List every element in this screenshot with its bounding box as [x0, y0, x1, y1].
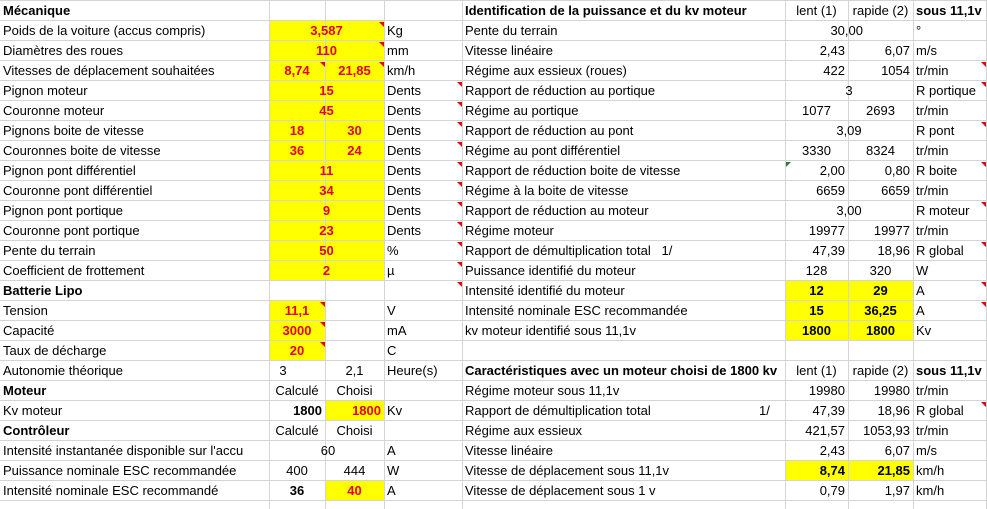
section-title-identification: Identification de la puissance et du kv moteur — [465, 3, 747, 18]
comment-marker-icon[interactable] — [457, 162, 462, 167]
comment-marker-icon[interactable] — [457, 242, 462, 247]
cell-value[interactable]: 50 — [319, 243, 334, 258]
cell-value-fast[interactable]: 21,85 — [338, 63, 371, 78]
cell-value-rapide[interactable]: 21,85 — [877, 463, 910, 478]
cell-label[interactable]: Vitesse linéaire — [465, 443, 553, 458]
cell-value[interactable]: 11,1 — [284, 303, 310, 318]
cell-unit[interactable]: W — [387, 463, 400, 478]
section-title-mecanique: Mécanique — [3, 3, 71, 18]
cell-unit[interactable]: ° — [916, 23, 922, 38]
cell-unit[interactable]: Dents — [387, 143, 421, 158]
cell-value[interactable]: 23 — [319, 223, 334, 238]
cell-label[interactable]: Rapport de réduction au portique — [465, 83, 656, 98]
cell-value-calcule[interactable]: 36 — [289, 483, 305, 498]
cell-unit[interactable]: Kv — [387, 403, 403, 418]
cell-label[interactable]: Vitesse linéaire — [465, 43, 553, 58]
cell-value-lent[interactable]: 0,79 — [819, 483, 845, 498]
cell-label[interactable]: Rapport de réduction boite de vitesse — [465, 163, 681, 178]
cell-unit[interactable]: km/h — [916, 483, 945, 498]
cell-value-slow[interactable]: 36 — [289, 143, 305, 158]
cell-label[interactable]: Pente du terrain — [3, 243, 96, 258]
cell-unit[interactable]: mA — [387, 323, 407, 338]
cell-unit[interactable]: R pont — [916, 123, 955, 138]
cell-label[interactable]: Régime au portique — [465, 103, 579, 118]
cell-unit[interactable]: % — [387, 243, 399, 258]
cell-value[interactable]: 3,00 — [836, 203, 862, 218]
cell-value-lent[interactable]: 1077 — [802, 103, 831, 118]
cell-label[interactable]: Rapport de démultiplication total 1/ — [465, 243, 673, 258]
cell-value[interactable]: 15 — [319, 83, 334, 98]
cell-unit[interactable]: Dents — [387, 163, 421, 178]
cell-label[interactable]: Intensité instantanée disponible sur l'accu — [3, 443, 244, 458]
cell-label[interactable]: Rapport de réduction au moteur — [465, 203, 649, 218]
cell-label[interactable]: kv moteur identifié sous 11,1v — [465, 323, 637, 338]
column-header-sous: sous 11,1v — [916, 3, 982, 18]
cell-label[interactable]: Couronnes boite de vitesse — [3, 143, 161, 158]
section-title-controleur: Contrôleur — [3, 423, 70, 438]
cell-unit[interactable]: tr/min — [916, 103, 949, 118]
comment-marker-icon[interactable] — [457, 102, 462, 107]
column-header-calcule: Calculé — [275, 423, 319, 438]
cell-value-rapide[interactable]: 1054 — [881, 63, 910, 78]
cell-unit[interactable]: C — [387, 343, 397, 358]
cell-value-rapide[interactable]: 2693 — [866, 103, 895, 118]
cell-label[interactable]: Couronne pont différentiel — [3, 183, 153, 198]
cell-label[interactable]: Régime aux essieux (roues) — [465, 63, 627, 78]
cell-unit[interactable]: A — [916, 303, 925, 318]
cell-value[interactable]: 110 — [316, 43, 337, 58]
cell-label[interactable]: Tension — [3, 303, 48, 318]
cell-unit[interactable]: Kv — [916, 323, 932, 338]
cell-value[interactable]: 3 — [845, 83, 853, 98]
cell-unit[interactable]: mm — [387, 43, 409, 58]
comment-marker-icon[interactable] — [981, 82, 986, 87]
cell-value-rapide[interactable]: 1,97 — [884, 483, 910, 498]
cell-value[interactable]: 60 — [320, 443, 336, 458]
cell-divisor[interactable]: 1/ — [759, 403, 770, 418]
cell-label[interactable]: Vitesse de déplacement sous 1 v — [465, 483, 656, 498]
cell-value-lent[interactable]: 1800 — [802, 323, 831, 338]
comment-marker-icon[interactable] — [981, 402, 986, 407]
cell-value-lent[interactable]: 422 — [823, 63, 845, 78]
cell-unit[interactable]: m/s — [916, 43, 937, 58]
cell-unit[interactable]: tr/min — [916, 143, 949, 158]
cell-unit[interactable]: R global — [916, 403, 964, 418]
cell-value-calcule[interactable]: 400 — [286, 463, 308, 478]
cell-label[interactable]: Autonomie théorique — [3, 363, 123, 378]
comment-marker-icon[interactable] — [457, 182, 462, 187]
cell-value[interactable]: 11 — [319, 163, 334, 178]
cell-value-rapide[interactable]: 320 — [869, 263, 892, 278]
section-title-batterie: Batterie Lipo — [3, 283, 83, 298]
cell-unit[interactable]: Dents — [387, 83, 421, 98]
cell-label[interactable]: Pignon pont portique — [3, 203, 123, 218]
cell-value[interactable]: 45 — [319, 103, 334, 118]
cell-value-lent[interactable]: 6659 — [816, 183, 845, 198]
cell-value-slow[interactable]: 18 — [289, 123, 305, 138]
cell-value[interactable]: 3000 — [282, 323, 312, 338]
cell-value[interactable]: 30,00 — [830, 23, 863, 38]
cell-value-rapide[interactable]: 18,96 — [877, 243, 910, 258]
cell-label[interactable]: Coefficient de frottement — [3, 263, 145, 278]
cell-label[interactable]: Rapport de démultiplication total — [465, 403, 651, 418]
cell-value-calcule[interactable]: 1800 — [293, 403, 322, 418]
cell-unit[interactable]: A — [916, 283, 925, 298]
cell-value-lent[interactable]: 8,74 — [819, 463, 845, 478]
cell-value-lent[interactable]: 2,00 — [819, 163, 845, 178]
cell-value-lent[interactable]: 2,43 — [819, 43, 845, 58]
cell-unit[interactable]: R boite — [916, 163, 958, 178]
cell-value-rapide[interactable]: 19980 — [873, 383, 910, 398]
cell-unit[interactable]: µ — [387, 263, 395, 278]
comment-marker-icon[interactable] — [320, 302, 325, 307]
cell-unit[interactable]: A — [387, 483, 396, 498]
comment-marker-icon[interactable] — [457, 202, 462, 207]
column-header-calcule: Calculé — [275, 383, 319, 398]
cell-value-rapide[interactable]: 1800 — [866, 323, 895, 338]
cell-label[interactable]: Pignons boite de vitesse — [3, 123, 144, 138]
cell-unit[interactable]: tr/min — [916, 63, 949, 78]
section-title-moteur: Moteur — [3, 383, 47, 398]
cell-unit[interactable]: Dents — [387, 123, 421, 138]
cell-unit[interactable]: Dents — [387, 223, 421, 238]
cell-unit[interactable]: R moteur — [916, 203, 970, 218]
cell-label[interactable]: Puissance identifié du moteur — [465, 263, 636, 278]
comment-marker-icon[interactable] — [379, 22, 384, 27]
comment-marker-icon[interactable] — [981, 62, 986, 67]
cell-unit[interactable]: R global — [916, 243, 964, 258]
cell-unit[interactable]: km/h — [916, 463, 945, 478]
comment-marker-icon[interactable] — [457, 122, 462, 127]
cell-label[interactable]: Régime à la boite de vitesse — [465, 183, 629, 198]
cell-value-rapide[interactable]: 0,80 — [884, 163, 910, 178]
cell-value-lent[interactable]: 47,39 — [812, 243, 845, 258]
cell-value-max[interactable]: 2,1 — [345, 363, 364, 378]
column-header-rapide: rapide (2) — [852, 3, 909, 18]
cell-value[interactable]: 3,587 — [310, 23, 343, 38]
section-title-caracteristiques: Caractéristiques avec un moteur choisi de 1800 kv — [465, 363, 778, 378]
cell-label[interactable]: Régime au pont différentiel — [465, 143, 621, 158]
cell-value-rapide[interactable]: 8324 — [866, 143, 895, 158]
cell-value-lent[interactable]: 421,57 — [805, 423, 845, 438]
column-header-lent: lent (1) — [796, 3, 837, 18]
cell-value-lent[interactable]: 19980 — [808, 383, 845, 398]
cell-label[interactable]: Vitesses de déplacement souhaitées — [3, 63, 215, 78]
cell-unit[interactable]: km/h — [387, 63, 416, 78]
cell-label[interactable]: Pente du terrain — [465, 23, 558, 38]
comment-marker-icon[interactable] — [379, 62, 384, 67]
cell-value-lent[interactable]: 3330 — [802, 143, 831, 158]
cell-label[interactable]: Couronne moteur — [3, 103, 105, 118]
cell-unit[interactable]: R portique — [916, 83, 976, 98]
cell-unit[interactable]: tr/min — [916, 183, 949, 198]
cell-value-fast[interactable]: 24 — [347, 143, 362, 158]
column-header-rapide: rapide (2) — [852, 363, 909, 378]
comment-marker-icon[interactable] — [981, 282, 986, 287]
cell-value-rapide[interactable]: 18,96 — [877, 403, 910, 418]
error-indicator-icon[interactable] — [786, 162, 791, 167]
cell-value-lent[interactable]: 128 — [805, 263, 828, 278]
row-gridline — [0, 500, 987, 501]
cell-value[interactable]: 20 — [289, 343, 305, 358]
cell-label[interactable]: Intensité nominale ESC recommandé — [3, 483, 219, 498]
cell-label[interactable]: Couronne pont portique — [3, 223, 140, 238]
cell-value-rapide[interactable]: 6,07 — [884, 443, 910, 458]
cell-value-rapide[interactable]: 19977 — [873, 223, 910, 238]
cell-value-min[interactable]: 3 — [279, 363, 287, 378]
cell-value[interactable]: 9 — [322, 203, 331, 218]
cell-value-rapide[interactable]: 6,07 — [884, 43, 910, 58]
cell-value-lent[interactable]: 2,43 — [819, 443, 845, 458]
cell-value-rapide[interactable]: 36,25 — [864, 303, 897, 318]
comment-marker-icon[interactable] — [981, 202, 986, 207]
cell-value-choisi[interactable]: 1800 — [352, 403, 381, 418]
cell-unit[interactable]: Heure(s) — [387, 363, 438, 378]
comment-marker-icon[interactable] — [457, 282, 462, 287]
cell-label[interactable]: Kv moteur — [3, 403, 63, 418]
comment-marker-icon[interactable] — [457, 222, 462, 227]
comment-marker-icon[interactable] — [457, 262, 462, 267]
cell-unit[interactable]: tr/min — [916, 423, 949, 438]
cell-label[interactable]: Régime aux essieux — [465, 423, 583, 438]
cell-label[interactable]: Régime moteur sous 11,1v — [465, 383, 620, 398]
cell-value-lent[interactable]: 12 — [809, 283, 824, 298]
cell-value-rapide[interactable]: 6659 — [881, 183, 910, 198]
cell-label[interactable]: Intensité nominale ESC recommandée — [465, 303, 688, 318]
cell-value-lent[interactable]: 19977 — [808, 223, 845, 238]
comment-marker-icon[interactable] — [457, 142, 462, 147]
column-header-lent: lent (1) — [796, 363, 837, 378]
comment-marker-icon[interactable] — [379, 42, 384, 47]
column-header-choisi: Choisi — [336, 383, 373, 398]
cell-label[interactable]: Taux de décharge — [3, 343, 107, 358]
cell-label[interactable]: Pignon pont différentiel — [3, 163, 136, 178]
comment-marker-icon[interactable] — [320, 62, 325, 67]
cell-value[interactable]: 3,09 — [836, 123, 862, 138]
comment-marker-icon[interactable] — [981, 162, 986, 167]
cell-label[interactable]: Pignon moteur — [3, 83, 88, 98]
comment-marker-icon[interactable] — [981, 242, 986, 247]
cell-unit[interactable]: W — [916, 263, 929, 278]
cell-unit[interactable]: tr/min — [916, 383, 949, 398]
cell-value-lent[interactable]: 15 — [809, 303, 824, 318]
comment-marker-icon[interactable] — [320, 322, 325, 327]
cell-value-rapide[interactable]: 1053,93 — [863, 423, 910, 438]
cell-value-choisi[interactable]: 444 — [343, 463, 366, 478]
cell-value[interactable]: 34 — [319, 183, 334, 198]
cell-value-rapide[interactable]: 29 — [873, 283, 888, 298]
cell-label[interactable]: Vitesse de déplacement sous 11,1v — [465, 463, 670, 478]
cell-value-fast[interactable]: 30 — [347, 123, 362, 138]
cell-label[interactable]: Régime moteur — [465, 223, 554, 238]
cell-label[interactable]: Capacité — [3, 323, 55, 338]
cell-unit[interactable]: Dents — [387, 103, 421, 118]
cell-label[interactable]: Poids de la voiture (accus compris) — [3, 23, 206, 38]
cell-unit[interactable]: Dents — [387, 203, 421, 218]
cell-label[interactable]: Rapport de réduction au pont — [465, 123, 634, 138]
cell-unit[interactable]: V — [387, 303, 396, 318]
comment-marker-icon[interactable] — [981, 302, 986, 307]
comment-marker-icon[interactable] — [981, 122, 986, 127]
column-header-choisi: Choisi — [336, 423, 373, 438]
cell-label[interactable]: Puissance nominale ESC recommandée — [3, 463, 237, 478]
cell-label[interactable]: Intensité identifié du moteur — [465, 283, 625, 298]
cell-unit[interactable]: tr/min — [916, 223, 949, 238]
comment-marker-icon[interactable] — [457, 82, 462, 87]
cell-value[interactable]: 2 — [322, 263, 331, 278]
cell-value-lent[interactable]: 47,39 — [812, 403, 845, 418]
column-header-sous: sous 11,1v — [916, 363, 982, 378]
cell-value-choisi[interactable]: 40 — [347, 483, 362, 498]
cell-unit[interactable]: Kg — [387, 23, 403, 38]
cell-unit[interactable]: m/s — [916, 443, 937, 458]
cell-label[interactable]: Diamètres des roues — [3, 43, 123, 58]
cell-unit[interactable]: Dents — [387, 183, 421, 198]
comment-marker-icon[interactable] — [320, 342, 325, 347]
cell-value-slow[interactable]: 8,74 — [284, 63, 310, 78]
cell-unit[interactable]: A — [387, 443, 396, 458]
